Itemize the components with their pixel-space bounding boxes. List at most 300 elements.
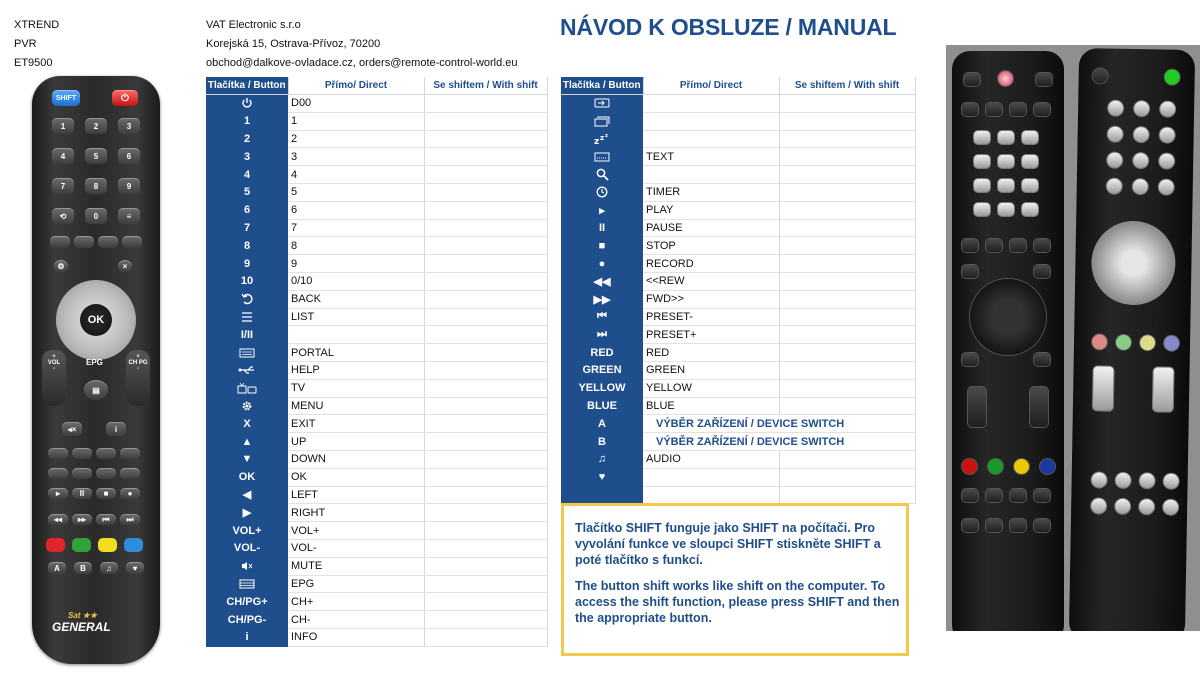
- button-cell: [206, 539, 288, 557]
- small-button: [72, 448, 92, 459]
- table-row: [206, 201, 547, 219]
- photo-digit: [1022, 131, 1038, 144]
- epg-label: EPG: [86, 358, 103, 367]
- button-cell: [206, 344, 288, 362]
- direct-cell: [288, 326, 424, 344]
- photo-button: [962, 103, 978, 116]
- button-label: ♥: [598, 471, 606, 484]
- direct-cell: D00: [288, 95, 424, 113]
- photo-button: [1010, 489, 1026, 502]
- shift-cell: [424, 361, 547, 379]
- direct-cell: UP: [288, 433, 424, 451]
- digit-button: 1: [52, 118, 74, 134]
- direct-cell: 5: [288, 183, 424, 201]
- button-label: II: [598, 221, 606, 234]
- button-cell: [561, 219, 643, 237]
- photo-ch-rocker: [1153, 367, 1174, 411]
- col-header-direct: Přímo/ Direct: [643, 77, 779, 95]
- table-row: [206, 166, 547, 184]
- photo-button: [986, 103, 1002, 116]
- button-cell: [206, 95, 288, 113]
- button-cell: [561, 450, 643, 468]
- button-label: 2: [243, 132, 251, 145]
- direct-cell: 0/10: [288, 272, 424, 290]
- photo-button: [962, 265, 978, 278]
- shift-cell: [424, 130, 547, 148]
- usb-icon: [238, 364, 256, 376]
- photo-digit: [998, 179, 1014, 192]
- digit-button: 7: [52, 178, 74, 194]
- shift-cell: [424, 628, 547, 646]
- shift-cell: [424, 450, 547, 468]
- photo-button: [962, 239, 978, 252]
- photo-vol-rocker: [968, 387, 986, 427]
- table-row: [206, 415, 547, 433]
- photo-digit: [974, 131, 990, 144]
- shift-cell: [779, 255, 915, 273]
- small-button: [74, 236, 94, 248]
- company-emails: obchod@dalkove-ovladace.cz, orders@remote-control-world.eu: [206, 57, 518, 69]
- table-row: [206, 433, 547, 451]
- small-button: [96, 468, 116, 479]
- direct-cell: <<REW: [643, 272, 779, 290]
- table-row: [206, 237, 547, 255]
- power-icon: [998, 71, 1013, 86]
- shift-cell: [779, 486, 915, 504]
- remote-original-photo: [1069, 48, 1195, 631]
- direct-cell: 9: [288, 255, 424, 273]
- photo-digit: [1133, 153, 1148, 168]
- shift-cell: [424, 255, 547, 273]
- direct-cell: 2: [288, 130, 424, 148]
- svg-text:z: z: [600, 134, 605, 143]
- shift-cell: [424, 433, 547, 451]
- button-cell: [561, 166, 643, 184]
- photo-green-button: [988, 459, 1003, 474]
- direct-cell: EXIT: [288, 415, 424, 433]
- table-row: [206, 468, 547, 486]
- button-cell: [561, 397, 643, 415]
- digit-button: 3: [118, 118, 140, 134]
- direct-cell: 1: [288, 112, 424, 130]
- direct-cell: TV: [288, 379, 424, 397]
- digit-button: 8: [85, 178, 107, 194]
- photo-button: [1139, 499, 1154, 514]
- photo-blue-button: [1040, 459, 1055, 474]
- note-czech: Tlačítko SHIFT funguje jako SHIFT na počítači. Pro vyvolání funkce ve sloupci SHIFT stiskněte SHIFT a poté tlačítko s funkcí.: [575, 521, 881, 567]
- photo-digit: [998, 131, 1014, 144]
- photo-red-button: [962, 459, 977, 474]
- photo-button: [1140, 473, 1155, 488]
- photo-button: [962, 489, 978, 502]
- button-label: ▼: [241, 453, 253, 466]
- model-info: [14, 16, 59, 73]
- button-cell: [206, 201, 288, 219]
- button-cell: [561, 326, 643, 344]
- shift-cell: [779, 290, 915, 308]
- table-row: [561, 112, 915, 130]
- direct-cell: 4: [288, 166, 424, 184]
- teletext-icon: [594, 151, 610, 163]
- button-label: VOL+: [232, 524, 262, 537]
- table-row: [561, 201, 915, 219]
- epg-icon: [239, 578, 255, 590]
- table-row: [206, 361, 547, 379]
- direct-cell: [643, 486, 779, 504]
- photo-digit: [1160, 127, 1175, 142]
- table-row: [206, 379, 547, 397]
- shift-cell: [779, 166, 915, 184]
- page-title: NÁVOD K OBSLUZE / MANUAL: [560, 14, 897, 40]
- gear-icon: ⚙: [54, 260, 68, 272]
- button-label: ●: [598, 257, 606, 270]
- button-cell: [206, 255, 288, 273]
- direct-cell: PORTAL: [288, 344, 424, 362]
- table-row: [206, 272, 547, 290]
- forward-icon: ▸▸: [72, 514, 92, 525]
- input-icon: [594, 97, 610, 109]
- button-label: ⏮: [597, 310, 607, 323]
- shift-cell: [779, 148, 915, 166]
- button-cell: [206, 112, 288, 130]
- direct-cell: 7: [288, 219, 424, 237]
- back-icon: ⟲: [52, 208, 74, 224]
- shift-cell: [424, 183, 547, 201]
- music-icon: ♫: [100, 562, 118, 574]
- button-cell: [206, 219, 288, 237]
- photo-digit: [1022, 203, 1038, 216]
- next-icon: ⏭: [120, 514, 140, 525]
- direct-cell: 3: [288, 148, 424, 166]
- photo-dpad: [970, 279, 1046, 355]
- photo-button: [986, 489, 1002, 502]
- photo-button: [986, 239, 1002, 252]
- shift-cell: [779, 344, 915, 362]
- col-header-direct: Přímo/ Direct: [288, 77, 424, 95]
- photo-dpad: [1091, 220, 1176, 305]
- col-header-button: Tlačítka / Button: [206, 77, 288, 95]
- table-row: [206, 450, 547, 468]
- button-cell: [561, 130, 643, 148]
- button-cell: [561, 237, 643, 255]
- button-cell: [206, 361, 288, 379]
- button-cell: [561, 255, 643, 273]
- button-label: OK: [238, 471, 256, 484]
- direct-cell: PAUSE: [643, 219, 779, 237]
- button-label: YELLOW: [578, 382, 626, 395]
- direct-cell: RIGHT: [288, 504, 424, 522]
- table-row: [206, 326, 547, 344]
- prev-icon: ⏮: [96, 514, 116, 525]
- button-label: 9: [243, 257, 251, 270]
- button-table-right: [561, 77, 916, 504]
- button-label: i: [245, 631, 249, 644]
- button-label: ■: [598, 239, 606, 252]
- shift-cell: [424, 468, 547, 486]
- direct-cell: VOL+: [288, 522, 424, 540]
- photo-button: [986, 519, 1002, 532]
- table-row: [561, 219, 915, 237]
- photo-button: [1163, 474, 1178, 489]
- button-cell: [206, 379, 288, 397]
- photo-button: [1165, 70, 1180, 85]
- table-row: [561, 344, 915, 362]
- photo-button: [1034, 239, 1050, 252]
- col-header-shift: Se shiftem / With shift: [424, 77, 547, 95]
- shift-cell: [424, 415, 547, 433]
- button-cell: [206, 130, 288, 148]
- heart-icon: ♥: [126, 562, 144, 574]
- direct-cell: AUDIO: [643, 450, 779, 468]
- blue-button: [124, 538, 143, 552]
- photo-red-button: [1092, 334, 1107, 349]
- table-row: [561, 486, 915, 504]
- button-cell: [561, 344, 643, 362]
- photo-button: [1036, 73, 1052, 86]
- button-cell: [206, 237, 288, 255]
- shift-cell: [424, 344, 547, 362]
- col-header-shift: Se shiftem / With shift: [779, 77, 915, 95]
- shift-cell: [424, 166, 547, 184]
- direct-cell: [643, 112, 779, 130]
- gear-icon: [241, 400, 253, 412]
- photo-yellow-button: [1140, 335, 1155, 350]
- direct-cell: FWD>>: [643, 290, 779, 308]
- photo-button: [962, 353, 978, 366]
- table-row: [206, 148, 547, 166]
- button-cell: [206, 397, 288, 415]
- ok-button: OK: [80, 304, 112, 336]
- direct-cell: VOL-: [288, 539, 424, 557]
- device-switch-cell: VÝBĚR ZAŘÍZENÍ / DEVICE SWITCH: [643, 433, 915, 451]
- table-row: [561, 130, 915, 148]
- photo-button: [1034, 103, 1050, 116]
- svg-text:z: z: [605, 133, 608, 140]
- direct-cell: BACK: [288, 290, 424, 308]
- button-label: 4: [243, 168, 251, 181]
- direct-cell: RECORD: [643, 255, 779, 273]
- photo-digit: [998, 203, 1014, 216]
- shift-cell: [779, 130, 915, 148]
- vol-label: VOL: [47, 360, 61, 366]
- button-cell: [561, 379, 643, 397]
- button-cell: [561, 112, 643, 130]
- original-remote-photo: [946, 45, 1200, 631]
- button-label: 6: [243, 204, 251, 217]
- button-label: 7: [243, 221, 251, 234]
- table-row: [561, 148, 915, 166]
- photo-button: [964, 73, 980, 86]
- button-cell: [561, 468, 643, 486]
- button-cell: [206, 308, 288, 326]
- close-icon: ×: [118, 260, 132, 272]
- direct-cell: [643, 95, 779, 113]
- photo-vol-rocker: [1093, 366, 1114, 410]
- button-cell: [206, 326, 288, 344]
- table-row: [561, 450, 915, 468]
- button-cell: [561, 433, 643, 451]
- button-label: ◀: [242, 489, 252, 502]
- table-row: [206, 344, 547, 362]
- button-label: ⏭: [597, 328, 607, 341]
- shift-cell: [779, 201, 915, 219]
- digit-button: 4: [52, 148, 74, 164]
- button-cell: [206, 272, 288, 290]
- photo-digit: [974, 179, 990, 192]
- photo-digit: [1022, 179, 1038, 192]
- brand-sub: Sat ★★: [68, 611, 98, 620]
- mute-icon: [241, 560, 253, 572]
- record-icon: ●: [120, 488, 140, 499]
- small-button: [72, 468, 92, 479]
- shift-cell: [779, 237, 915, 255]
- direct-cell: RED: [643, 344, 779, 362]
- direct-cell: EPG: [288, 575, 424, 593]
- direct-cell: PRESET+: [643, 326, 779, 344]
- table-row: [206, 397, 547, 415]
- button-label: A: [598, 417, 606, 430]
- direct-cell: [643, 468, 779, 486]
- yellow-button: [98, 538, 117, 552]
- button-label: ▶: [242, 507, 252, 520]
- button-cell: [206, 522, 288, 540]
- table-row: [206, 112, 547, 130]
- direct-cell: 6: [288, 201, 424, 219]
- button-cell: [561, 415, 643, 433]
- shift-cell: [424, 397, 547, 415]
- button-cell: [206, 415, 288, 433]
- digit-button: 9: [118, 178, 140, 194]
- generic-remote-image: [32, 76, 160, 664]
- shift-cell: [424, 201, 547, 219]
- button-cell: [206, 628, 288, 646]
- button-cell: [206, 450, 288, 468]
- table-row: [561, 397, 915, 415]
- button-label: ▲: [241, 435, 253, 448]
- ch-label: CH PG: [128, 360, 148, 366]
- company-address: Korejská 15, Ostrava-Přívoz, 70200: [206, 38, 381, 50]
- photo-button: [1010, 239, 1026, 252]
- shift-cell: [424, 557, 547, 575]
- button-cell: [206, 148, 288, 166]
- shift-cell: [424, 593, 547, 611]
- shift-cell: [779, 272, 915, 290]
- sleep-icon: [594, 133, 610, 145]
- shift-cell: [424, 148, 547, 166]
- mute-icon: ◂×: [62, 422, 82, 436]
- button-label: GREEN: [582, 364, 622, 377]
- button-label: ▸: [599, 204, 605, 217]
- shift-cell: [424, 112, 547, 130]
- button-cell: [561, 361, 643, 379]
- direct-cell: CH+: [288, 593, 424, 611]
- shift-cell: [424, 326, 547, 344]
- model-number: ET9500: [14, 57, 53, 69]
- vol-rocker: + VOL -: [42, 350, 66, 406]
- table-row: [561, 361, 915, 379]
- table-row: [206, 183, 547, 201]
- shift-button: SHIFT: [52, 90, 80, 106]
- epg-icon: ▤: [84, 380, 108, 400]
- photo-digit: [1133, 179, 1148, 194]
- direct-cell: GREEN: [643, 361, 779, 379]
- shift-cell: [424, 522, 547, 540]
- button-label: ◀◀: [593, 275, 611, 288]
- button-label: BLUE: [587, 399, 617, 412]
- photo-button: [1034, 489, 1050, 502]
- direct-cell: DOWN: [288, 450, 424, 468]
- photo-green-button: [1116, 335, 1131, 350]
- photo-button: [1116, 473, 1131, 488]
- table-row: [206, 575, 547, 593]
- button-table-left: [206, 77, 548, 647]
- table-row: [206, 611, 547, 629]
- ch-rocker: + CH PG -: [126, 350, 150, 406]
- photo-digit: [974, 203, 990, 216]
- direct-cell: MENU: [288, 397, 424, 415]
- company-info: [206, 16, 518, 73]
- digit-button: 0: [85, 208, 107, 224]
- button-cell: [206, 593, 288, 611]
- shift-cell: [779, 112, 915, 130]
- shift-cell: [779, 326, 915, 344]
- table-row: [206, 308, 547, 326]
- power-icon: [241, 97, 253, 109]
- table-row: [561, 183, 915, 201]
- photo-digit: [1108, 127, 1123, 142]
- table-row: [561, 379, 915, 397]
- table-row: [561, 95, 915, 113]
- button-cell: [561, 183, 643, 201]
- photo-button: [1092, 472, 1107, 487]
- shift-cell: [424, 504, 547, 522]
- photo-button: [1163, 500, 1178, 515]
- info-icon: i: [106, 422, 126, 436]
- button-cell: [206, 575, 288, 593]
- button-cell: [206, 468, 288, 486]
- button-cell: [561, 486, 643, 504]
- digit-button: 6: [118, 148, 140, 164]
- model-brand: XTREND: [14, 19, 60, 31]
- pages-icon: [594, 115, 610, 127]
- shift-cell: [424, 575, 547, 593]
- table-row: [206, 539, 547, 557]
- small-button: [48, 448, 68, 459]
- device-switch-cell: VÝBĚR ZAŘÍZENÍ / DEVICE SWITCH: [643, 415, 915, 433]
- button-label: 5: [243, 186, 251, 199]
- shift-cell: [779, 219, 915, 237]
- direct-cell: STOP: [643, 237, 779, 255]
- company-name: VAT Electronic s.r.o: [206, 19, 301, 31]
- photo-button: [1034, 265, 1050, 278]
- shift-cell: [779, 361, 915, 379]
- shift-cell: [424, 237, 547, 255]
- shift-cell: [424, 95, 547, 113]
- direct-cell: HELP: [288, 361, 424, 379]
- direct-cell: INFO: [288, 628, 424, 646]
- shift-cell: [779, 379, 915, 397]
- portal-icon: [239, 347, 255, 359]
- list-icon: [241, 311, 253, 323]
- button-cell: [206, 486, 288, 504]
- button-cell: [206, 557, 288, 575]
- rewind-icon: ◂◂: [48, 514, 68, 525]
- list-icon: ≡: [118, 208, 140, 224]
- table-row: [206, 628, 547, 646]
- table-row: [206, 557, 547, 575]
- photo-digit: [974, 155, 990, 168]
- table-row: [561, 255, 915, 273]
